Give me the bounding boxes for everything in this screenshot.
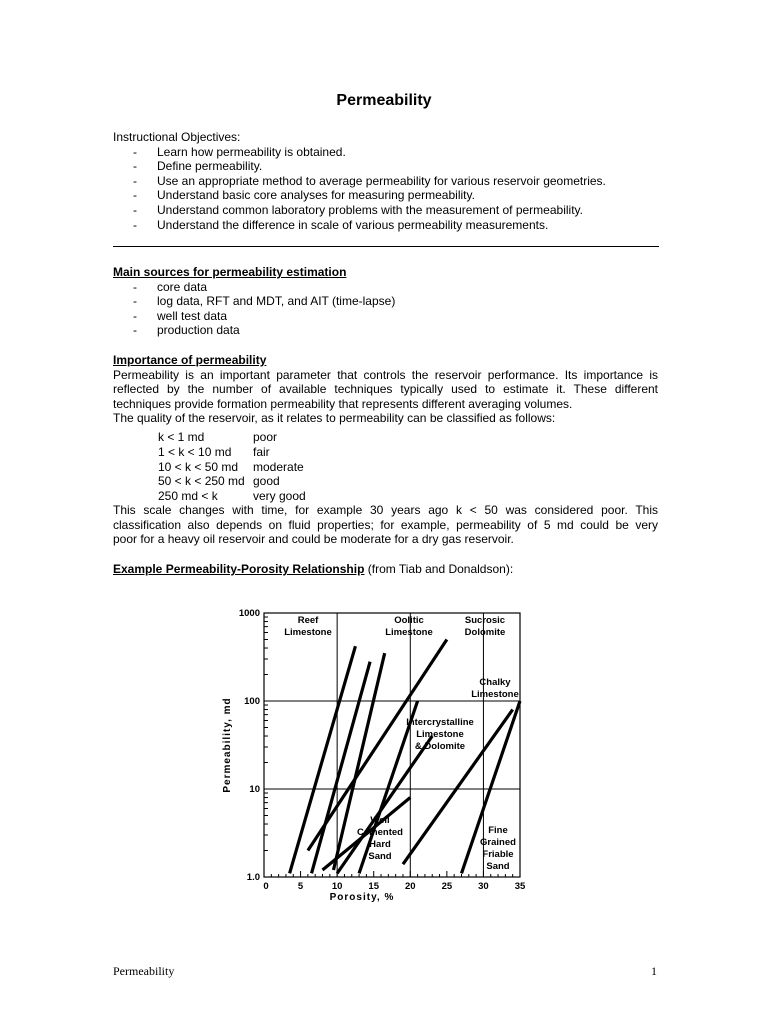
example-source: (from Tiab and Donaldson):	[364, 562, 514, 576]
source-item: - log data, RFT and MDT, and AIT (time-lapse)	[133, 294, 396, 309]
x-tick-label: 30	[478, 881, 489, 892]
y-tick-label: 1.0	[246, 872, 260, 883]
footer-left: Permeability	[113, 964, 175, 978]
section-divider	[113, 246, 659, 247]
annotation-reef: Reef Limestone	[284, 615, 332, 638]
x-tick-label: 5	[297, 881, 304, 892]
quality-line: The quality of the reservoir, as it relates to permeability can be classified as follows:	[113, 411, 556, 426]
class-label: very good	[253, 489, 306, 503]
class-range: 10 < k < 50 md	[158, 460, 239, 474]
source-item: - production data	[133, 323, 240, 338]
x-tick-label: 35	[514, 881, 526, 892]
objective-item: - Understand basic core analyses for measuring permeability.	[133, 188, 475, 203]
permeability-porosity-chart	[210, 595, 540, 915]
source-item: - well test data	[133, 308, 228, 323]
class-label: poor	[253, 430, 278, 444]
annotation-oolitic: Oolitic Limestone	[385, 615, 433, 638]
objective-item: - Understand common laboratory problems with the measurement of permeability.	[133, 202, 583, 217]
y-axis-label: Permeability, md	[222, 697, 233, 793]
class-label: fair	[253, 445, 270, 459]
objective-item: - Learn how permeability is obtained.	[133, 144, 346, 159]
scale-line: This scale changes with time, for example 30 years ago k < 50 was considered poor. This	[113, 503, 658, 517]
objectives-heading: Instructional Objectives:	[113, 130, 241, 144]
importance-heading: Importance of permeability	[113, 353, 267, 367]
example-heading: Example Permeability-Porosity Relationship	[113, 562, 365, 576]
objective-item: - Understand the difference in scale of various permeability measurements.	[133, 217, 549, 232]
example-heading-row	[113, 562, 658, 577]
sources-section	[113, 265, 658, 338]
annotation-well-cemented: Well Cemented Hard Sand	[357, 815, 403, 862]
class-label: moderate	[253, 460, 304, 474]
x-tick-label: 10	[331, 881, 343, 892]
scale-line: poor for a heavy oil reservoir and could be moderate for a dry gas reservoir.	[113, 532, 514, 547]
class-range: k < 1 md	[158, 430, 205, 444]
x-tick-label: 0	[263, 881, 269, 892]
importance-section	[113, 353, 658, 426]
x-axis-label: Porosity, %	[329, 892, 395, 903]
class-range: 250 md < k	[158, 489, 218, 503]
annotation-fine-grained: Fine Grained Friable Sand	[480, 825, 516, 872]
importance-line: Permeability is an important parameter that controls the reservoir performance. Its importance is	[113, 367, 658, 382]
x-tick-label: 20	[404, 881, 416, 892]
annotation-intercrystalline: Intercrystalline Limestone & Dolomite	[406, 717, 474, 752]
annotation-sucrosic: Sucrosic Dolomite	[464, 615, 506, 638]
y-tick-labels	[239, 608, 260, 883]
footer-page-number: 1	[651, 964, 657, 978]
class-range: 1 < k < 10 md	[158, 445, 232, 459]
y-tick-label: 100	[244, 696, 260, 707]
y-tick-label: 1000	[238, 608, 260, 619]
objective-item: - Define permeability.	[133, 159, 263, 174]
importance-line: reflected by the number of available techniques typically used to estimate it. These different	[113, 382, 658, 397]
annotation-chalky: Chalky Limestone	[471, 677, 519, 700]
x-tick-labels	[263, 881, 526, 892]
class-range: 50 < k < 250 md	[158, 474, 245, 488]
y-tick-label: 10	[249, 784, 260, 795]
scale-section	[113, 503, 658, 547]
page-title: Permeability	[336, 92, 432, 109]
x-tick-label: 15	[368, 881, 380, 892]
objectives-section	[113, 130, 658, 232]
sources-heading: Main sources for permeability estimation	[113, 265, 347, 279]
scale-line: classification also depends on fluid properties; for example, permeability of 5 md could be very	[113, 517, 658, 532]
class-label: good	[253, 474, 280, 488]
importance-line: techniques provide formation permeability that represents different averaging volumes.	[113, 396, 573, 411]
objective-item: - Use an appropriate method to average permeability for various reservoir geometries.	[133, 173, 606, 188]
x-tick-label: 25	[441, 881, 453, 892]
source-item: - core data	[133, 279, 208, 294]
